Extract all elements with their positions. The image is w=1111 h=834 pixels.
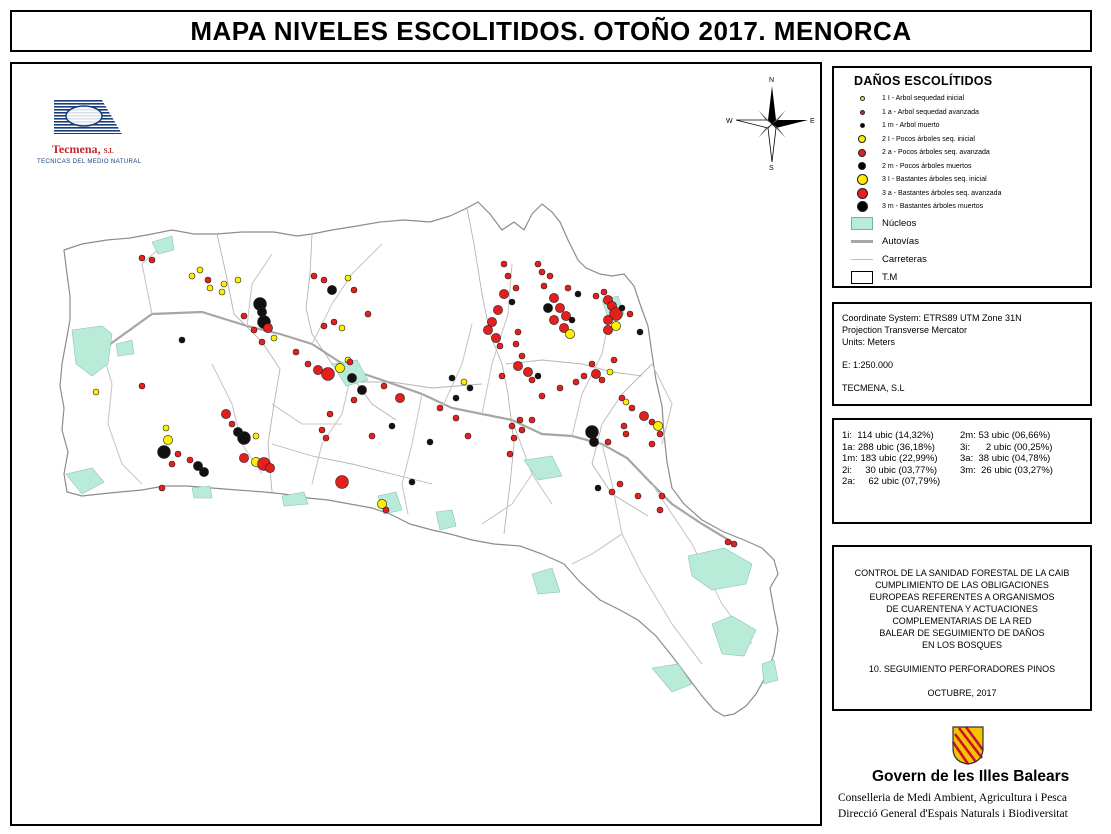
damage-point	[169, 461, 175, 467]
damage-point	[523, 367, 532, 376]
stat-left: 1a: 288 ubic (36,18%)	[842, 441, 935, 453]
damage-point	[311, 273, 317, 279]
damage-point	[599, 377, 605, 383]
stat-right: 3a: 38 ubic (04,78%)	[960, 453, 1051, 464]
damage-point	[336, 476, 349, 489]
damage-point	[629, 405, 635, 411]
legend-item	[842, 133, 1082, 147]
compass-s: S	[769, 165, 774, 172]
damage-point	[499, 373, 505, 379]
damage-point	[539, 269, 545, 275]
damage-point	[235, 277, 241, 283]
damage-point	[653, 421, 662, 430]
control-text-box	[832, 545, 1092, 711]
damage-point	[639, 411, 648, 420]
control-line: CONTROL DE LA SANIDAD FORESTAL DE LA CAIB	[854, 568, 1070, 578]
damage-point	[529, 377, 535, 383]
damage-point	[601, 289, 607, 295]
damage-point	[219, 289, 225, 295]
legend-dot-icon	[857, 174, 868, 185]
control-line: EUROPEAS REFERENTES A ORGANISMOS	[869, 592, 1055, 602]
damage-point	[547, 273, 553, 279]
legend-item-label: 3 m - Bastantes árboles muertos	[882, 203, 984, 211]
damage-point	[657, 507, 663, 513]
legend-layer-label: Núcleos	[882, 217, 917, 229]
damage-point	[369, 433, 375, 439]
legend-item-label: 1 m - Arbol muerto	[882, 122, 940, 130]
damage-point	[437, 405, 443, 411]
control-line: COMPLEMENTARIAS DE LA RED	[892, 616, 1032, 626]
statistics-box	[832, 418, 1092, 524]
damage-point	[593, 293, 599, 299]
damage-point	[549, 315, 558, 324]
legend-item	[842, 92, 1082, 106]
legend-dot-icon	[858, 149, 866, 157]
damage-point	[535, 373, 541, 379]
damage-point	[607, 369, 613, 375]
legend-layer-label: Carreteras	[882, 253, 927, 265]
damage-point	[221, 409, 230, 418]
damage-point	[205, 277, 211, 283]
damage-point	[603, 325, 612, 334]
damage-point	[509, 423, 515, 429]
legend-item-label: 3 a - Bastantes árboles seq. avanzada	[882, 189, 1002, 197]
damage-point	[589, 361, 595, 367]
damage-point	[139, 383, 145, 389]
balearic-shield-icon	[950, 724, 986, 766]
damage-point	[731, 541, 737, 547]
damage-point	[511, 435, 517, 441]
damage-point	[565, 329, 574, 338]
damage-point	[573, 379, 579, 385]
damage-point	[581, 373, 587, 379]
damage-point	[351, 397, 357, 403]
legend-item	[842, 106, 1082, 120]
damage-point	[265, 463, 274, 472]
damage-point	[541, 283, 547, 289]
damage-point	[159, 485, 165, 491]
north-arrow-icon	[722, 74, 822, 174]
damage-point	[335, 363, 344, 372]
damage-point	[199, 467, 208, 476]
control-date: OCTUBRE, 2017	[927, 688, 997, 698]
legend-item	[842, 160, 1082, 174]
legend-items	[842, 92, 1082, 214]
legend-layer	[842, 215, 1082, 232]
damage-point	[327, 285, 336, 294]
damage-point	[163, 435, 172, 444]
damage-point	[241, 313, 247, 319]
damage-point	[251, 327, 257, 333]
damage-point	[149, 257, 155, 263]
coord-projection: Projection Transverse Mercator	[842, 325, 968, 335]
damage-point	[179, 337, 185, 343]
damage-point	[483, 325, 492, 334]
coordinate-system-box	[832, 302, 1092, 406]
damage-point	[543, 303, 552, 312]
damage-point	[609, 489, 615, 495]
damage-point	[365, 311, 371, 317]
stat-left: 2i: 30 ubic (03,77%)	[842, 464, 938, 476]
stat-left: 2a: 62 ubic (07,79%)	[842, 476, 941, 487]
island-outline	[60, 202, 778, 716]
compass-w: W	[726, 118, 733, 125]
control-lines	[836, 567, 1088, 651]
damage-point	[339, 325, 345, 331]
damage-point	[305, 361, 311, 367]
damage-point	[427, 439, 433, 445]
stat-right: 3m: 26 ubic (03,27%)	[960, 464, 1053, 476]
stat-left: 1i: 114 ubic (14,32%)	[842, 430, 934, 441]
legend-item-label: 2 m - Pocos árboles muertos	[882, 162, 972, 170]
damage-point	[271, 335, 277, 341]
damage-point	[507, 451, 513, 457]
legend-dot-icon	[858, 162, 866, 170]
tecmena-subtitle: TECNICAS DEL MEDIO NATURAL	[37, 159, 142, 165]
damage-point	[591, 369, 600, 378]
damage-point	[565, 285, 571, 291]
legend-item-label: 3 I - Bastantes árboles seq. inicial	[882, 176, 987, 184]
damage-point	[611, 357, 617, 363]
damage-point	[513, 341, 519, 347]
damage-point	[293, 349, 299, 355]
damage-point	[635, 493, 641, 499]
legend-item	[842, 200, 1082, 214]
damage-point	[501, 261, 507, 267]
damage-point	[449, 375, 455, 381]
damage-point	[557, 385, 563, 391]
damage-point	[189, 273, 195, 279]
control-line: DE CUARENTENA Y ACTUACIONES	[886, 604, 1038, 614]
legend-layer-label: Autovías	[882, 235, 919, 247]
damage-point	[623, 431, 629, 437]
damage-point	[513, 361, 522, 370]
damage-point	[331, 319, 337, 325]
damage-point	[461, 379, 467, 385]
damage-point	[649, 441, 655, 447]
legend-layer	[842, 233, 1082, 250]
damage-point	[725, 539, 731, 545]
control-line: BALEAR DE SEGUIMIENTO DE DAÑOS	[879, 628, 1045, 638]
damage-point	[519, 353, 525, 359]
control-subtitle: 10. SEGUIMIENTO PERFORADORES PINOS	[868, 664, 1056, 674]
legend-layer-carretera-icon	[851, 259, 873, 260]
map-title-box	[10, 10, 1092, 52]
damage-point	[595, 485, 601, 491]
damage-point	[357, 385, 366, 394]
legend-item	[842, 119, 1082, 133]
damage-point	[187, 457, 193, 463]
stat-right: 3i: 2 ubic (00,25%)	[960, 441, 1053, 453]
damage-point	[389, 423, 395, 429]
damage-point	[453, 395, 459, 401]
coord-units: Units: Meters	[842, 337, 896, 347]
damage-point	[569, 317, 575, 323]
damage-point	[603, 315, 612, 324]
damage-point	[637, 329, 643, 335]
damage-point	[467, 385, 473, 391]
legend-layer-tm-icon	[851, 271, 873, 284]
statistics-grid	[842, 430, 1082, 488]
damage-point	[197, 267, 203, 273]
damage-point	[535, 261, 541, 267]
govern-direccio: Direcció General d'Espais Naturals i Biodiversitat	[838, 808, 1068, 820]
legend-item-label: 1 a - Arbol sequedad avanzada	[882, 108, 979, 116]
damage-point	[313, 365, 322, 374]
damage-point	[619, 305, 625, 311]
damage-point	[238, 432, 251, 445]
legend-layer-autovia-icon	[851, 240, 873, 243]
damage-point	[239, 453, 248, 462]
coord-author: TECMENA, S.L	[842, 383, 905, 393]
legend-item-label: 2 a - Pocos árboles seq. avanzada	[882, 149, 990, 157]
damage-point	[491, 333, 500, 342]
damage-point	[347, 373, 356, 382]
legend-layer-nucleo-icon	[851, 217, 873, 230]
damage-point	[322, 368, 335, 381]
damage-point	[465, 433, 471, 439]
damage-point	[617, 481, 623, 487]
damage-point	[659, 493, 665, 499]
damage-point	[323, 435, 329, 441]
damage-point	[207, 285, 213, 291]
damage-point	[381, 383, 387, 389]
damage-point	[383, 507, 389, 513]
damage-point	[453, 415, 459, 421]
stat-right: 2m: 53 ubic (06,66%)	[960, 430, 1051, 441]
damage-point	[409, 479, 415, 485]
damage-point	[513, 285, 519, 291]
damage-point	[519, 427, 525, 433]
damage-point	[263, 323, 272, 332]
coord-scale: E: 1:250.000	[842, 360, 894, 370]
damage-point	[586, 426, 599, 439]
damage-point	[345, 275, 351, 281]
stat-right	[960, 476, 1090, 488]
compass-n: N	[769, 77, 775, 84]
damage-point	[499, 289, 508, 298]
damage-point	[229, 421, 235, 427]
damage-point	[493, 305, 502, 314]
legend-item	[842, 173, 1082, 187]
damage-point	[605, 439, 611, 445]
control-line: EN LOS BOSQUES	[921, 640, 1003, 650]
legend-dot-icon	[857, 201, 868, 212]
legend-item-label: 2 I - Pocos árboles seq. inicial	[882, 135, 975, 143]
govern-conselleria: Conselleria de Medi Ambient, Agricultura i Pesca	[838, 792, 1067, 804]
legend-dot-icon	[860, 96, 865, 101]
compass-e: E	[810, 118, 815, 125]
legend-layer	[842, 251, 1082, 268]
tecmena-logo-icon	[52, 94, 124, 138]
damage-point	[517, 417, 523, 423]
damage-point	[589, 437, 598, 446]
legend-layer-label: T.M	[882, 271, 898, 283]
legend-item	[842, 187, 1082, 201]
damage-point	[319, 427, 325, 433]
map-frame	[10, 62, 822, 826]
damage-point	[657, 431, 663, 437]
legend-dot-icon	[860, 110, 865, 115]
damage-point	[93, 389, 99, 395]
govern-name: Govern de les Illes Balears	[872, 768, 1070, 785]
damage-point	[529, 417, 535, 423]
damage-point	[509, 299, 515, 305]
map-title: MAPA NIVELES ESCOLITIDOS. OTOÑO 2017. MENORCA	[190, 15, 912, 46]
legend-title: DAÑOS ESCOLÍTIDOS	[854, 74, 993, 88]
legend-box	[832, 66, 1092, 288]
legend-layers	[842, 215, 1082, 286]
damage-point	[327, 411, 333, 417]
legend-dot-icon	[857, 188, 868, 199]
damage-point	[395, 393, 404, 402]
damage-point	[555, 303, 564, 312]
damage-point	[221, 281, 227, 287]
damage-point	[549, 293, 558, 302]
legend-dot-icon	[860, 123, 865, 128]
damage-point	[575, 291, 581, 297]
damage-point	[539, 393, 545, 399]
damage-point	[623, 399, 629, 405]
damage-point	[253, 433, 259, 439]
damage-point	[257, 307, 266, 316]
legend-item-label: 1 I - Arbol sequedad inicial	[882, 95, 965, 103]
damage-point	[627, 311, 633, 317]
tecmena-name: Tecmena, S.L	[52, 142, 114, 156]
damage-point	[259, 339, 265, 345]
stat-left: 1m: 183 ubic (22,99%)	[842, 453, 938, 464]
legend-dot-icon	[858, 135, 866, 143]
damage-point	[175, 451, 181, 457]
legend-item	[842, 146, 1082, 160]
coord-system: Coordinate System: ETRS89 UTM Zone 31N	[842, 313, 1022, 323]
damage-point	[497, 343, 503, 349]
damage-point	[515, 329, 521, 335]
damage-point	[621, 423, 627, 429]
damage-point	[505, 273, 511, 279]
damage-point	[163, 425, 169, 431]
legend-layer	[842, 269, 1082, 286]
control-line: CUMPLIMIENTO DE LAS OBLIGACIONES	[875, 580, 1049, 590]
damage-point	[139, 255, 145, 261]
damage-point	[158, 446, 171, 459]
damage-point	[347, 359, 353, 365]
damage-point	[321, 277, 327, 283]
govern-block	[832, 722, 1104, 826]
damage-point	[351, 287, 357, 293]
damage-point	[321, 323, 327, 329]
